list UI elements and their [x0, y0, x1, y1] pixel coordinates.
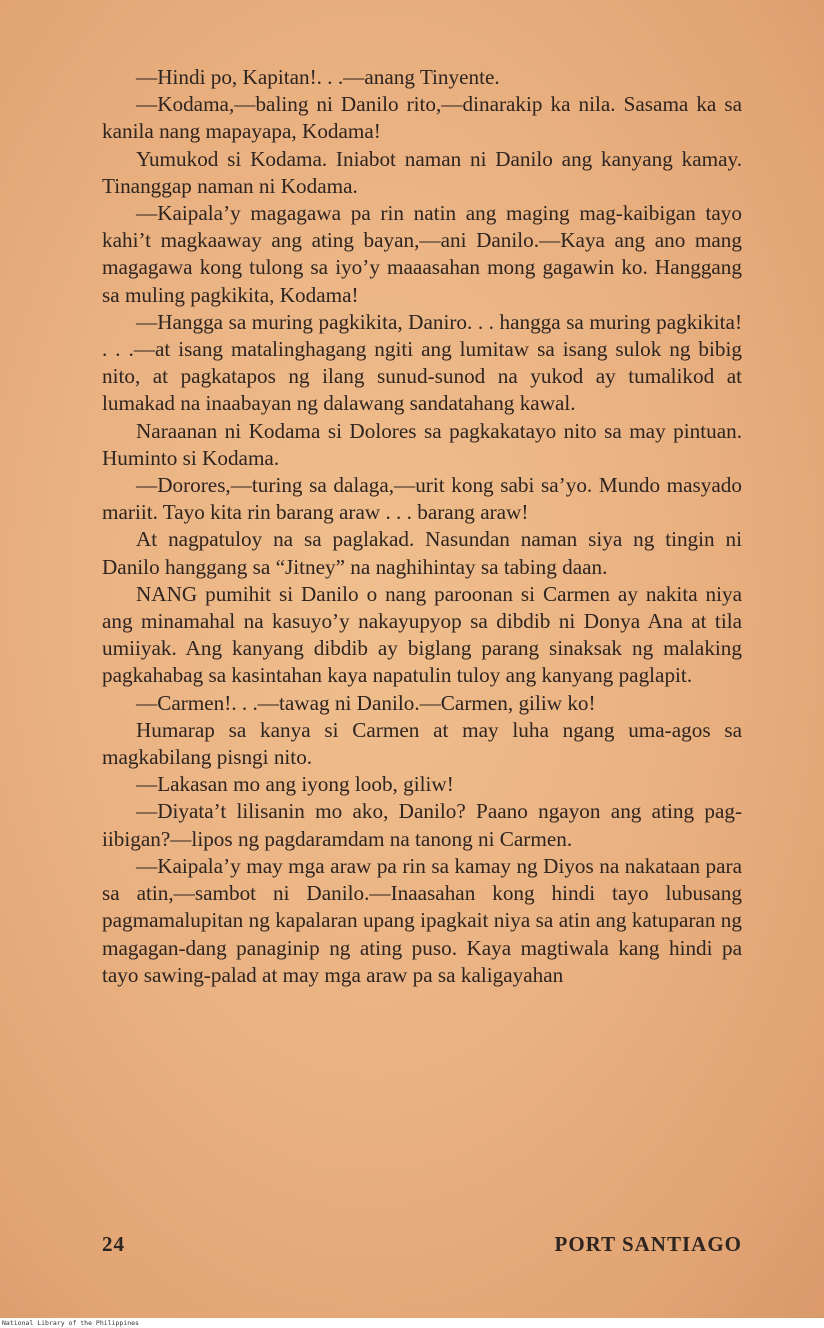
paragraph: Yumukod si Kodama. Iniabot naman ni Danilo ang kanyang kamay. Tinanggap naman ni Kodama. [102, 146, 742, 198]
paragraph: —Kaipala’y magagawa pa rin natin ang maging mag-kaibigan tayo kahi’t magkaaway ang ating bayan,—ani Danilo.—Kaya ang ano mang magagawa kong tulong sa iyo’y maaasahan mong gagawin ko. Hanggang sa muling pagkikita, Kodama! [102, 201, 742, 307]
paragraph: —Hindi po, Kapitan!. . .—anang Tinyente. [136, 65, 500, 89]
page-number: 24 [102, 1232, 125, 1256]
library-credit: National Library of the Philippines [2, 1319, 139, 1327]
running-title: PORT SANTIAGO [554, 1232, 742, 1256]
body-text [102, 64, 742, 989]
paragraph: —Hangga sa muring pagkikita, Daniro. . . hangga sa muring pagkikita! . . .—at isang matalinghagang ngiti ang lumitaw sa isang sulok ng bibig nito, at pagkatapos ng ilang sunud-sunod na yukod ay tumalikod at lumakad na inaabayan ng dalawang sandatahang kawal. [102, 309, 742, 416]
paragraph: Humarap sa kanya si Carmen at may luha ngang uma-agos sa magkabilang pisngi nito. [102, 717, 742, 770]
paragraph: —Carmen!. . .—tawag ni Danilo.—Carmen, giliw ko! [136, 690, 596, 715]
paragraph: —Kodama,—baling ni Danilo rito,—dinarakip ka nila. Sasama ka sa kanila nang mapayapa, Kodama! [102, 92, 742, 144]
paragraph: —Diyata’t lilisanin mo ako, Danilo? Paano ngayon ang ating pag-iibigan?—lipos ng pagdaramdam na tanong ni Carmen. [102, 799, 742, 851]
paragraph: —Kaipala’y may mga araw pa rin sa kamay ng Diyos na nakataan para sa atin,—sambot ni Danilo.—Inaasahan kong hindi tayo lubusang pagmamalupitan ng kapalaran upang ipagkait niya sa atin ang katuparan ng magagan-dang panaginip ng ating puso. Kaya magtiwala kang hindi pa tayo sawing-palad at may mga araw pa sa kaligayahan [102, 853, 742, 987]
paragraph: NANG pumihit si Danilo o nang paroonan si Carmen ay nakita niya ang minamahal na kasuyo’y nakayupyop sa dibdib ni Donya Ana at tila umiiyak. Ang kanyang dibdib ay biglang parang sinaksak ng malaking pagkahabag sa kasintahan kaya napatulin tuloy ang kanyang paglapit. [102, 581, 742, 688]
paragraph: Naraanan ni Kodama si Dolores sa pagkakatayo nito sa may pintuan. Huminto si Kodama. [102, 418, 742, 470]
paragraph: —Lakasan mo ang iyong loob, giliw! [136, 772, 454, 797]
page-footer [102, 1232, 742, 1257]
paragraph: —Dorores,—turing sa dalaga,—urit kong sabi sa’yo. Mundo masyado mariit. Tayo kita rin barang araw . . . barang araw! [102, 473, 742, 525]
paragraph: At nagpatuloy na sa paglakad. Nasundan naman siya ng tingin ni Danilo hanggang sa “Jitney” na naghihintay sa tabing daan. [102, 527, 742, 579]
